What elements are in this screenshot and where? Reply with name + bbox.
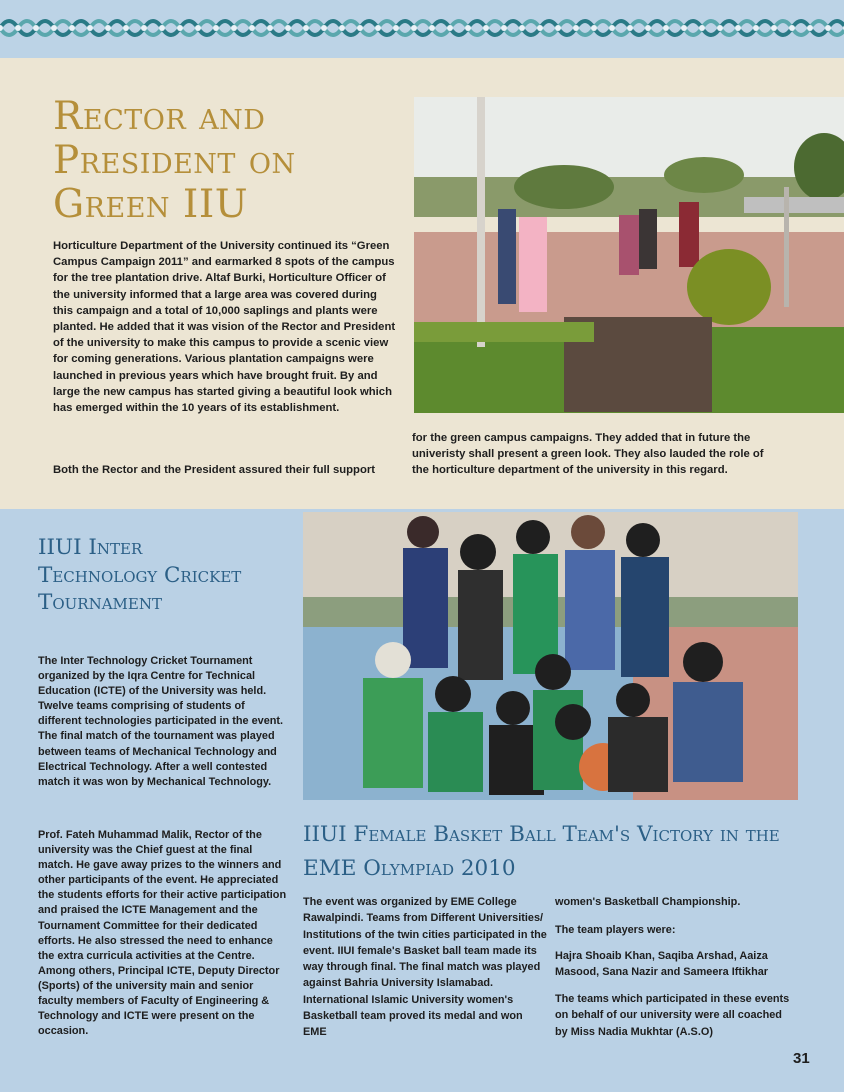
article-body-green-iiu-continued: for the green campus campaigns. They added that in future the univeristy shall present a green look. They also lauded the role of the horticulture department of the university in this regard. xyxy=(412,432,764,477)
article-body-green-iiu: Horticulture Department of the University continued its “Green Campus Campaign 2011” and earmarked 8 spots of the campus for the tree plantation drive. Altaf Burki, Horticulture Officer of the university informed that a large area was covered during this campaign and a total of 10,000 saplings and plants were planted. He added that it was vision of the Rector and President of the university to make this campus to provide a scenic view for coming generations. Various plantation campaigns were launched in previous years which have brought fruit. By and large the new campus has started giving a beautiful look which has emerged within the 10 years of its establishment. xyxy=(53,240,396,415)
article-title-cricket: IIUI Inter Technology Cricket Tournament xyxy=(38,535,242,615)
article-body-basketball-1: The event was organized by EME College Rawalpindi. Teams from Different Universities/ Institutions of the twin cities participated in the event. IIUI female's Basket ball team made its way through final. The final match was played against Bahria University Islamabad. International Islamic University women's Basketball team proved its medal and won EME xyxy=(303,896,547,1039)
decorative-border xyxy=(0,0,844,58)
basketball-team-photo xyxy=(303,512,798,800)
article-body-basketball-players-label: The team players were: xyxy=(555,924,676,936)
knot-pattern xyxy=(0,8,844,48)
article-body-cricket-2: Prof. Fateh Muhammad Malik, Rector of the university was the Chief guest at the final match. He gave away prizes to the winners and other participants of the event. He appreciated the students efforts for their active participation and praised the ICTE Management and the Tournament Committee for their dedicated efforts. He also stressed the need to enhance the extra curricula activities at the Centre. Among others, Principal ICTE, Deputy Director (Sports) of the university main and senior faculty members of Faculty of Engineering & Technology and ICTE were present on the occasion. xyxy=(38,829,287,1038)
article-body-basketball-1-continued: women's Basketball Championship. xyxy=(555,896,741,908)
article-body-basketball-players: Hajra Shoaib Khan, Saqiba Arshad, Aaiza Masood, Sana Nazir and Sameera Iftikhar xyxy=(555,950,769,979)
article-title-green-iiu: Rector and President on Green IIU xyxy=(53,94,296,227)
article-body-cricket-1: The Inter Technology Cricket Tournament organized by the Iqra Centre for Technical Education (ICTE) of the University was held. Twelve teams comprising of students of different technologies participated in the event. The final match of the tournament was played between teams of Mechanical Technology and Electrical Technology. After a well contested match it was won by Mechanical Technology. xyxy=(38,655,284,788)
article-title-basketball: IIUI Female Basket Ball Team's Victory in the EME Olympiad 2010 xyxy=(303,822,780,881)
article-body-basketball-coach: The teams which participated in these events on behalf of our university were all coached by Miss Nadia Mukhtar (A.S.O) xyxy=(555,993,790,1038)
page-number: 31 xyxy=(793,1050,810,1067)
campus-plantation-photo xyxy=(414,97,844,413)
article-body-green-iiu-2: Both the Rector and the President assured their full support xyxy=(53,464,375,476)
